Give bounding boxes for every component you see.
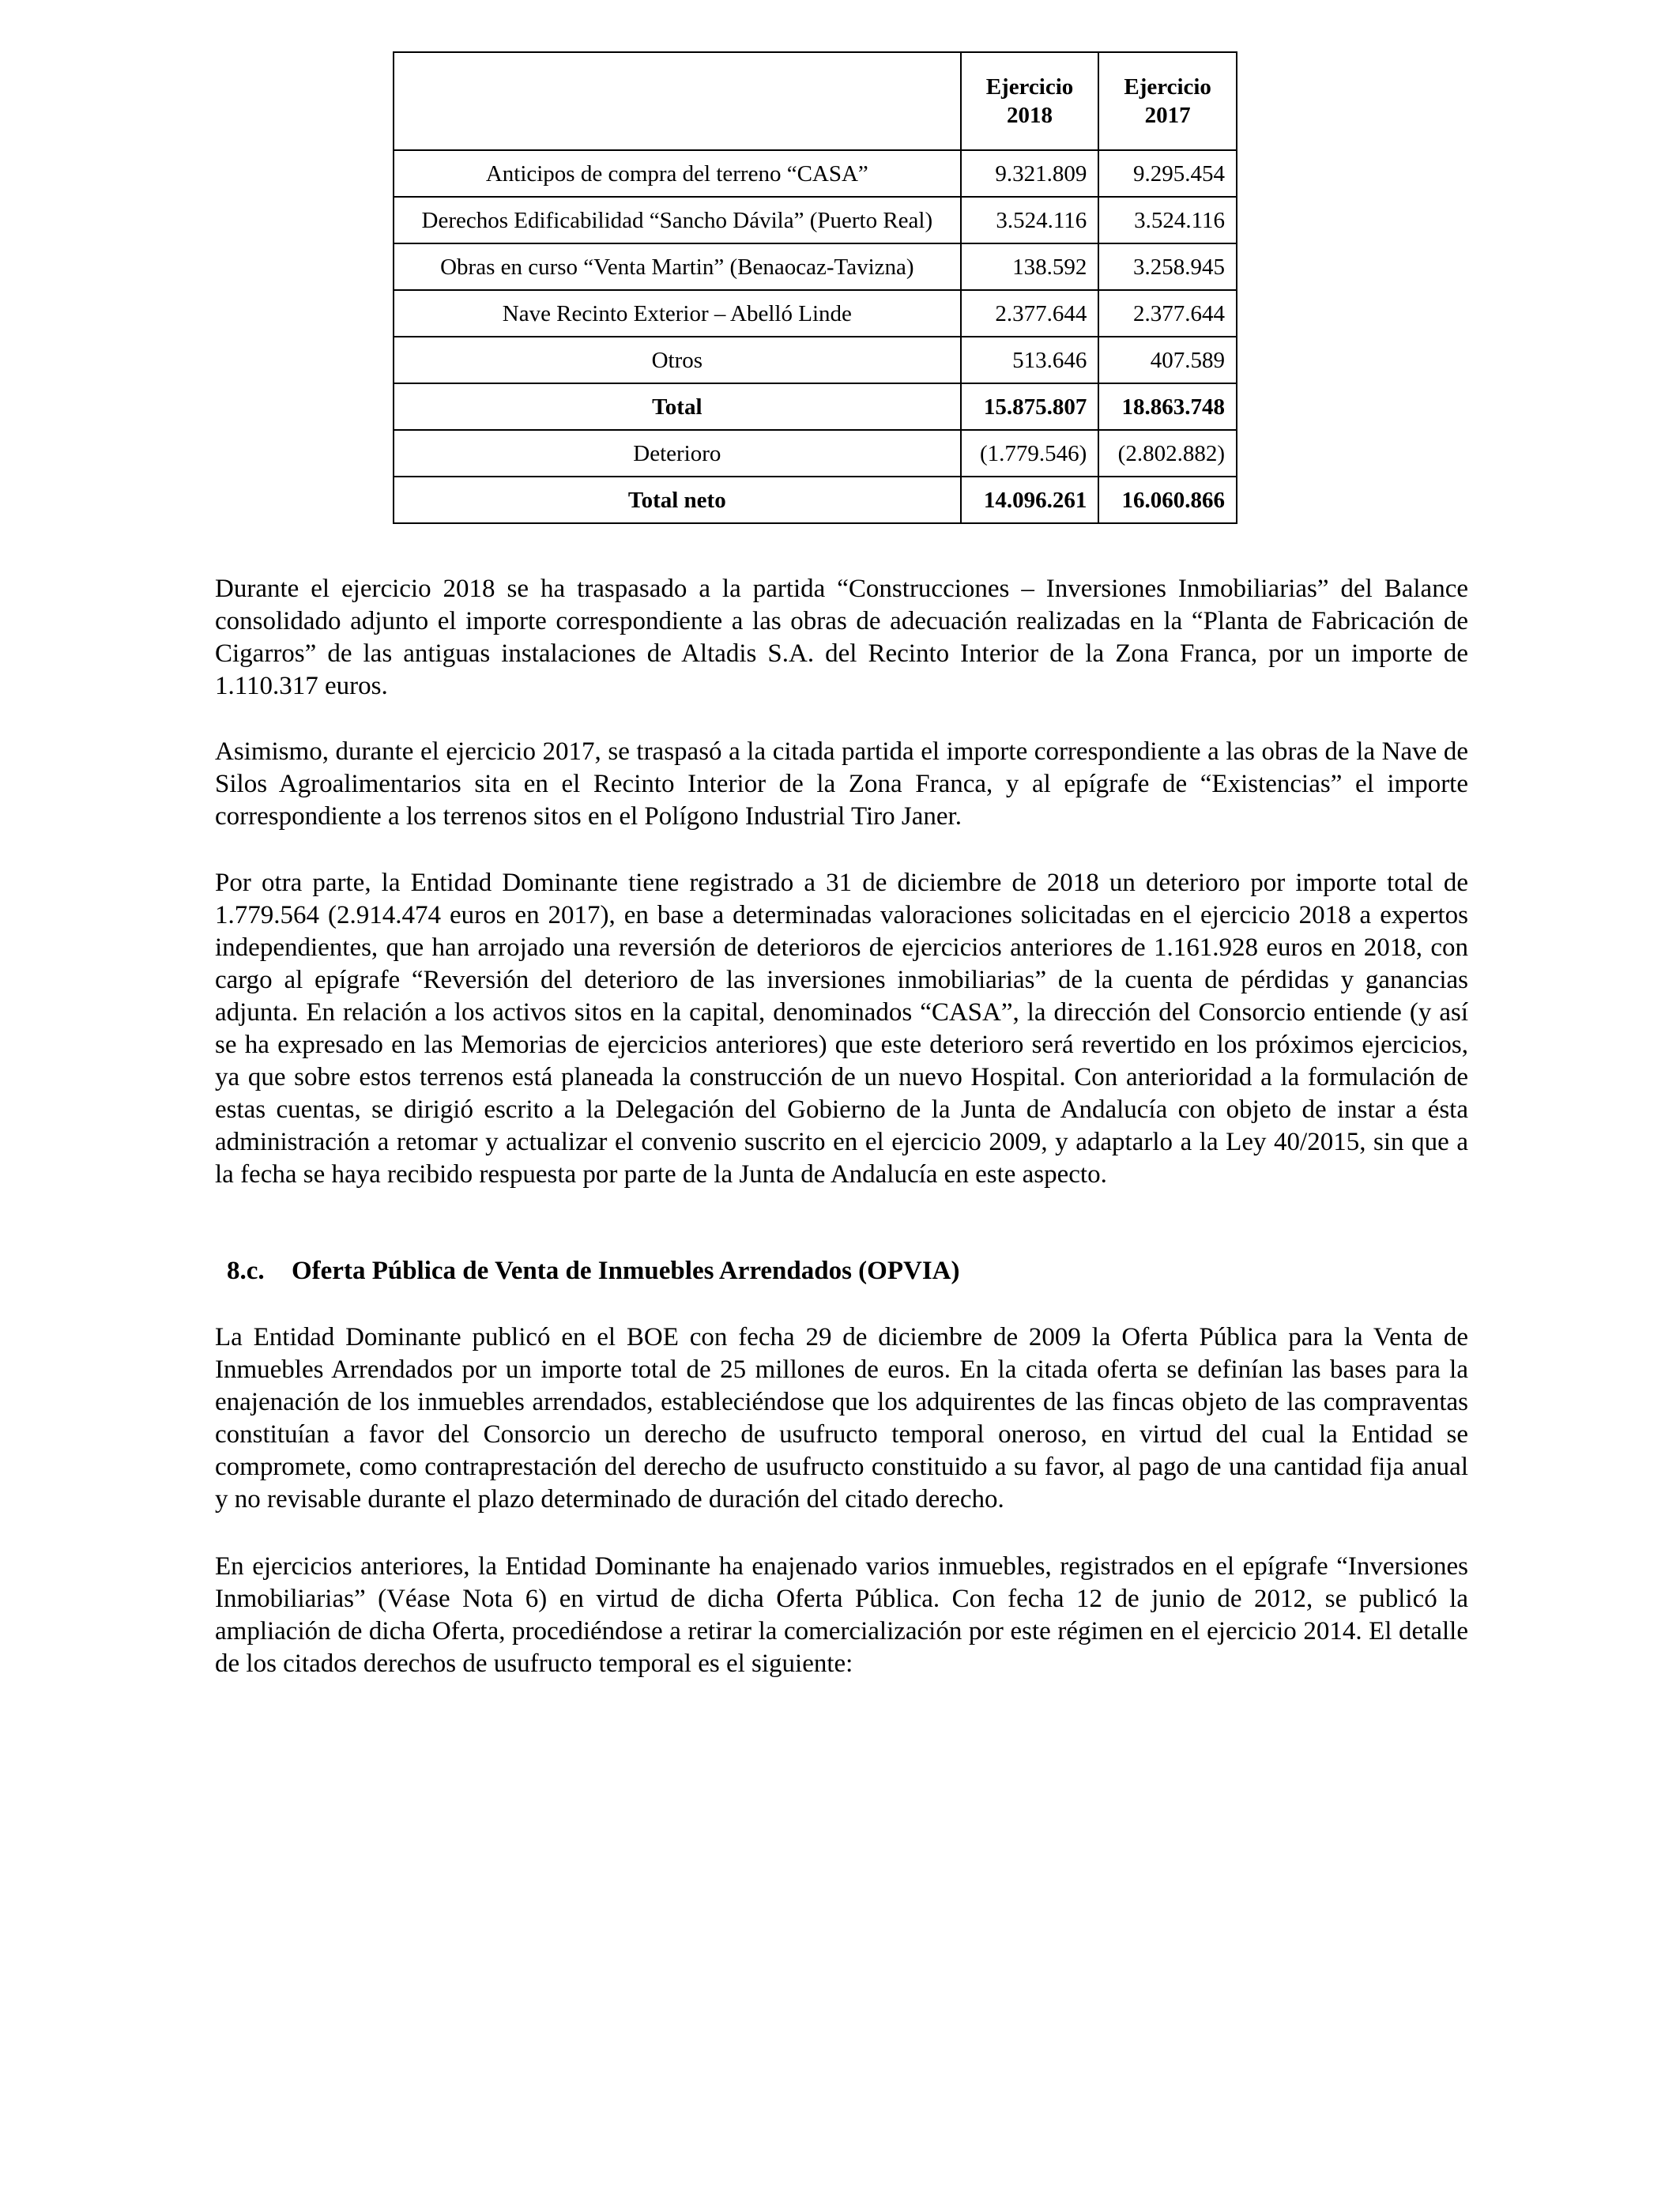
table-row: [394, 197, 1237, 243]
row-label: Nave Recinto Exterior – Abelló Linde: [394, 290, 961, 337]
row-value-2018: 9.321.809: [961, 150, 1099, 197]
row-value-2018: 15.875.807: [961, 383, 1099, 430]
paragraph-block-2: [215, 736, 1468, 833]
row-value-2018: 3.524.116: [961, 197, 1099, 243]
table-header-empty: [394, 52, 961, 150]
row-value-2017: 9.295.454: [1098, 150, 1237, 197]
paragraph: Durante el ejercicio 2018 se ha traspasado a la partida “Construcciones – Inversiones Inmobiliarias” del Balance consolidado adjunto el importe correspondiente a las obras de adecuación realizadas en la “Planta de Fabricación de Cigarros” de las antiguas instalaciones de Altadis S.A. del Recinto Interior de la Zona Franca, por un importe de 1.110.317 euros.: [215, 575, 1468, 700]
table-row: [394, 337, 1237, 383]
paragraph-block-5: [215, 1551, 1468, 1680]
paragraph: En ejercicios anteriores, la Entidad Dominante ha enajenado varios inmuebles, registrados en el epígrafe “Inversiones Inmobiliarias” (Véase Nota 6) en virtud de dicha Oferta Pública. Con fecha 12 de junio de 2012, se publicó la ampliación de dicha Oferta, procediéndose a retirar la comercialización por este régimen en el ejercicio 2014. El detalle de los citados derechos de usufructo temporal es el siguiente:: [215, 1552, 1468, 1678]
row-value-2017: 2.377.644: [1098, 290, 1237, 337]
row-value-2018: 138.592: [961, 243, 1099, 290]
financial-table: [393, 51, 1237, 524]
row-label: Anticipos de compra del terreno “CASA”: [394, 150, 961, 197]
row-label: Obras en curso “Venta Martin” (Benaocaz-Tavizna): [394, 243, 961, 290]
paragraph-block-1: [215, 573, 1468, 703]
table-row: [394, 243, 1237, 290]
header-2017-line2: 2017: [1144, 103, 1191, 128]
row-value-2017: (2.802.882): [1098, 430, 1237, 477]
row-value-2018: (1.779.546): [961, 430, 1099, 477]
table-header-2018: [961, 52, 1099, 150]
header-2018-line2: 2018: [1006, 103, 1053, 128]
section-heading: [227, 1255, 960, 1287]
row-value-2018: 14.096.261: [961, 477, 1099, 523]
row-value-2018: 2.377.644: [961, 290, 1099, 337]
row-value-2017: 3.524.116: [1098, 197, 1237, 243]
paragraph-block-4: [215, 1321, 1468, 1516]
table-row: [394, 290, 1237, 337]
header-2018-line1: Ejercicio: [985, 74, 1074, 100]
table-row-total: [394, 383, 1237, 430]
row-label: Total: [394, 383, 961, 430]
table-row: [394, 150, 1237, 197]
table-row: [394, 430, 1237, 477]
header-2017-line1: Ejercicio: [1124, 74, 1211, 100]
paragraph: Por otra parte, la Entidad Dominante tiene registrado a 31 de diciembre de 2018 un deterioro por importe total de 1.779.564 (2.914.474 euros en 2017), en base a determinadas valoraciones solicitadas en el ejercicio 2018 a expertos independientes, que han arrojado una reversión de deterioros de ejercicios anteriores de 1.161.928 euros en 2018, con cargo al epígrafe “Reversión del deterioro de las inversiones inmobiliarias” de la cuenta de pérdidas y ganancias adjunta. En relación a los activos sitos en la capital, denominados “CASA”, la dirección del Consorcio entiende (y así se ha expresado en las Memorias de ejercicios anteriores) que este deterioro será revertido en los próximos ejercicios, ya que sobre estos terrenos está planeada la construcción de un nuevo Hospital. Con anterioridad a la formulación de estas cuentas, se dirigió escrito a la Delegación del Gobierno de la Junta de Andalucía con objeto de instar a ésta administración a retomar y actualizar el convenio suscrito en el ejercicio 2009, y adaptarlo a la Ley 40/2015, sin que a la fecha se haya recibido respuesta por parte de la Junta de Andalucía en este aspecto.: [215, 869, 1468, 1189]
table-header-row: [394, 52, 1237, 150]
row-label: Otros: [394, 337, 961, 383]
row-value-2017: 407.589: [1098, 337, 1237, 383]
row-value-2017: 16.060.866: [1098, 477, 1237, 523]
row-value-2018: 513.646: [961, 337, 1099, 383]
paragraph: La Entidad Dominante publicó en el BOE con fecha 29 de diciembre de 2009 la Oferta Pública para la Venta de Inmuebles Arrendados por un importe total de 25 millones de euros. En la citada oferta se definían las bases para la enajenación de los inmuebles arrendados, estableciéndose que los adquirentes de las fincas objeto de las compraventas constituían a favor del Consorcio un derecho de usufructo temporal oneroso, en virtud del cual la Entidad se compromete, como contraprestación del derecho de usufructo constituido a su favor, al pago de una cantidad fija anual y no revisable durante el plazo determinado de duración del citado derecho.: [215, 1323, 1468, 1514]
table-header-2017: [1098, 52, 1237, 150]
section-title: Oferta Pública de Venta de Inmuebles Arrendados (OPVIA): [292, 1257, 960, 1285]
row-label: Derechos Edificabilidad “Sancho Dávila” (Puerto Real): [394, 197, 961, 243]
row-label: Total neto: [394, 477, 961, 523]
paragraph: Asimismo, durante el ejercicio 2017, se traspasó a la citada partida el importe correspondiente a las obras de la Nave de Silos Agroalimentarios sita en el Recinto Interior de la Zona Franca, y al epígrafe de “Existencias” el importe correspondiente a los terrenos sitos en el Polígono Industrial Tiro Janer.: [215, 737, 1468, 831]
paragraph-block-3: [215, 867, 1468, 1191]
row-value-2017: 3.258.945: [1098, 243, 1237, 290]
table-row-total-neto: [394, 477, 1237, 523]
row-label: Deterioro: [394, 430, 961, 477]
section-number: 8.c.: [227, 1257, 265, 1285]
row-value-2017: 18.863.748: [1098, 383, 1237, 430]
